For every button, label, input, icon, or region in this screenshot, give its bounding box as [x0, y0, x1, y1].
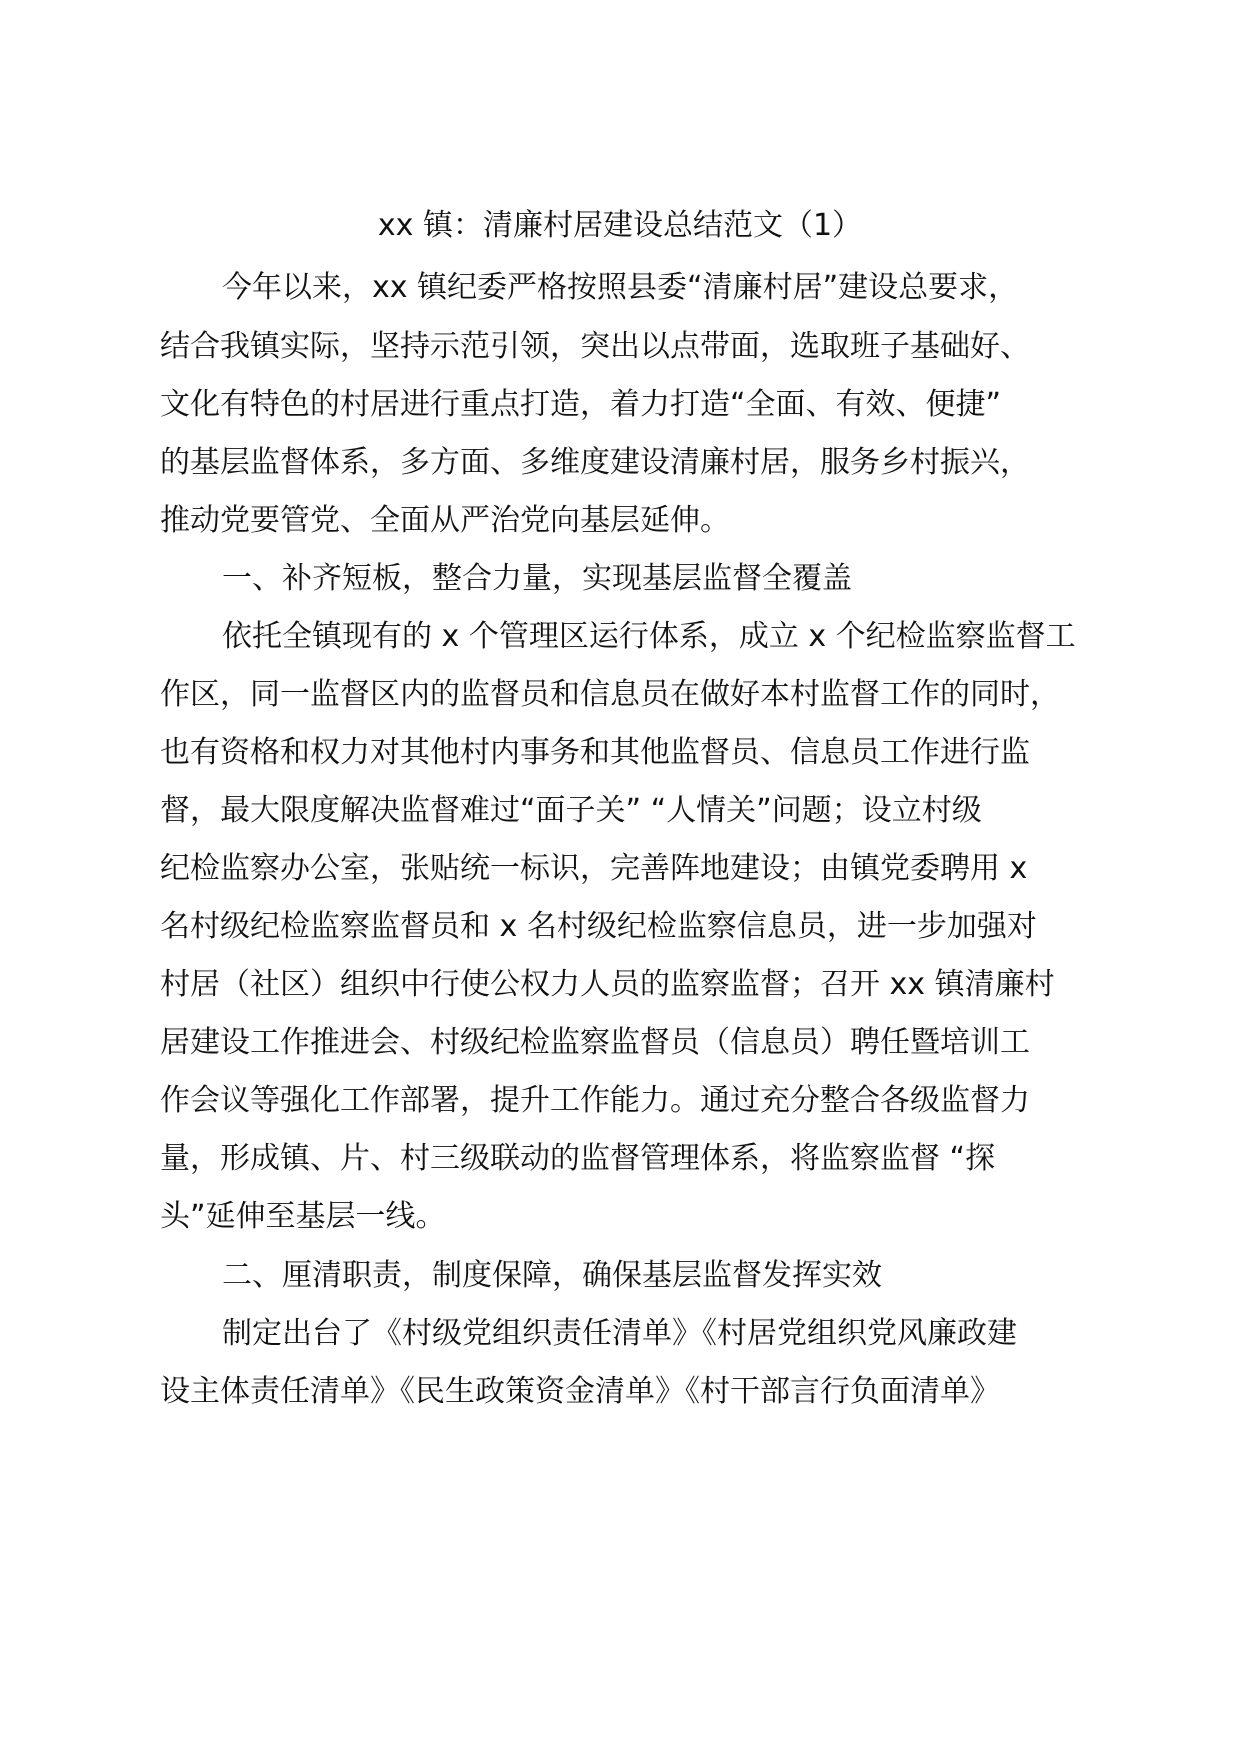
section-heading-2: 二、厘清职责，制度保障，确保基层监督发挥实效	[222, 1258, 882, 1293]
paragraph-2-line-8: 居建设工作推进会、村级纪检监察监督员（信息员）聘任暨培训工	[160, 1025, 1030, 1060]
paragraph-1-line-5: 推动党要管党、全面从严治党向基层延伸。	[160, 503, 730, 538]
paragraph-2-line-9: 作会议等强化工作部署，提升工作能力。通过充分整合各级监督力	[160, 1083, 1030, 1118]
paragraph-2-line-7: 村居（社区）组织中行使公权力人员的监察监督；召开 xx 镇清廉村	[160, 967, 1055, 1002]
document-title: xx 镇：清廉村居建设总结范文（1）	[377, 208, 863, 243]
paragraph-2-line-5: 纪检监察办公室，张贴统一标识，完善阵地建设；由镇党委聘用 x	[160, 851, 1028, 886]
paragraph-2-line-11: 头”延伸至基层一线。	[160, 1199, 446, 1234]
paragraph-3-line-2: 设主体责任清单》《民生政策资金清单》《村干部言行负面清单》	[160, 1374, 1000, 1409]
paragraph-2-line-4: 督，最大限度解决监督难过“面子关” “人情关”问题；设立村级	[160, 793, 982, 828]
paragraph-2-line-1: 依托全镇现有的 x 个管理区运行体系，成立 x 个纪检监察监督工	[222, 619, 1076, 654]
section-heading-1: 一、补齐短板，整合力量，实现基层监督全覆盖	[222, 561, 852, 596]
paragraph-1-line-4: 的基层监督体系，多方面、多维度建设清廉村居，服务乡村振兴，	[160, 445, 1030, 480]
paragraph-1-line-2: 结合我镇实际，坚持示范引领，突出以点带面，选取班子基础好、	[160, 329, 1030, 364]
paragraph-2-line-10: 量，形成镇、片、村三级联动的监督管理体系，将监察监督 “探	[160, 1141, 996, 1176]
paragraph-3-line-1: 制定出台了《村级党组织责任清单》《村居党组织党风廉政建	[222, 1316, 1017, 1351]
paragraph-2-line-3: 也有资格和权力对其他村内事务和其他监督员、信息员工作进行监	[160, 735, 1030, 770]
paragraph-2-line-6: 名村级纪检监察监督员和 x 名村级纪检监察信息员，进一步加强对	[160, 909, 1037, 944]
paragraph-1-line-1: 今年以来，xx 镇纪委严格按照县委“清廉村居”建设总要求，	[222, 270, 1019, 305]
paragraph-2-line-2: 作区，同一监督区内的监督员和信息员在做好本村监督工作的同时，	[160, 677, 1060, 712]
paragraph-1-line-3: 文化有特色的村居进行重点打造，着力打造“全面、有效、便捷”	[160, 387, 1002, 422]
